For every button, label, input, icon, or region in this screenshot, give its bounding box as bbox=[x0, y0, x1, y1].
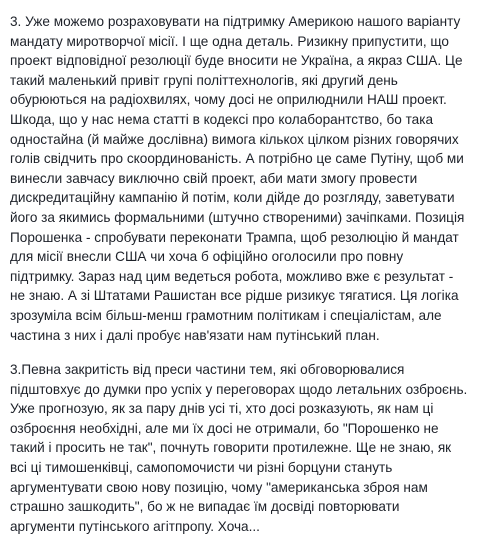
post-paragraph: 3.Певна закритість від преси частини тем, які обговорювалися підштовхує до думки про успіх у переговорах щодо летальних озброєнь. Уже прогнозую, як за пару днів усі ті, хто досі розказують, як нам ці озброєння необхідні, але ми їх досі не отримали, бо "Порошенко не такий і просить не так", почнуть говорити протилежне. Ще не знаю, як всі ці тимошенківці, самопомочисти чи різні борцуни стануть аргументувати свою нову позицію, чому "американська зброя нам страшно зашкодить", бо ж не випадає їм досвіді повторювати аргументи путінського агітпропу. Хоча... bbox=[10, 362, 468, 534]
post-paragraph: 3. Уже можемо розраховувати на підтримку Америкою нашого варіанту мандату миротворчої місії. І ще одна деталь. Ризикну припустити, що проект відповідної резолюції буде вносити не Україна, а якраз США. Це такий маленький привіт групі політтехнологів, які другий день обурюються на радіохвилях, чому досі не оприлюднили НАШ проект. Шкода, що у нас нема статті в кодексі про колаборантство, бо така одностайна (й майже дослівна) вимога кількох цілком різних говорячих голів свідчить про скоординованість. А потрібно це саме Путіну, щоб ми винесли завчасу виключно свій проект, аби мати змогу провести дискредитаційну кампанію й потім, коли дійде до розгляду, заветувати його за якимись формальними (штучно створеними) зачіпками. Позиція Порошенка - спробувати переконати Трампа, щоб резолюцію й мандат для місії внесли США чи хоча б офіційно оголосили про повну підтримку. Зараз над цим ведеться робота, можливо вже є результат - не знаю. А зі Штатами Рашистан все рідше ризикує тягатися. Ця логіка зрозуміла всім більш-менш грамотним політикам і спеціалістам, але частина з них і далі пробує нав'язати нам путінський план. bbox=[10, 14, 465, 343]
post-body bbox=[10, 12, 488, 536]
